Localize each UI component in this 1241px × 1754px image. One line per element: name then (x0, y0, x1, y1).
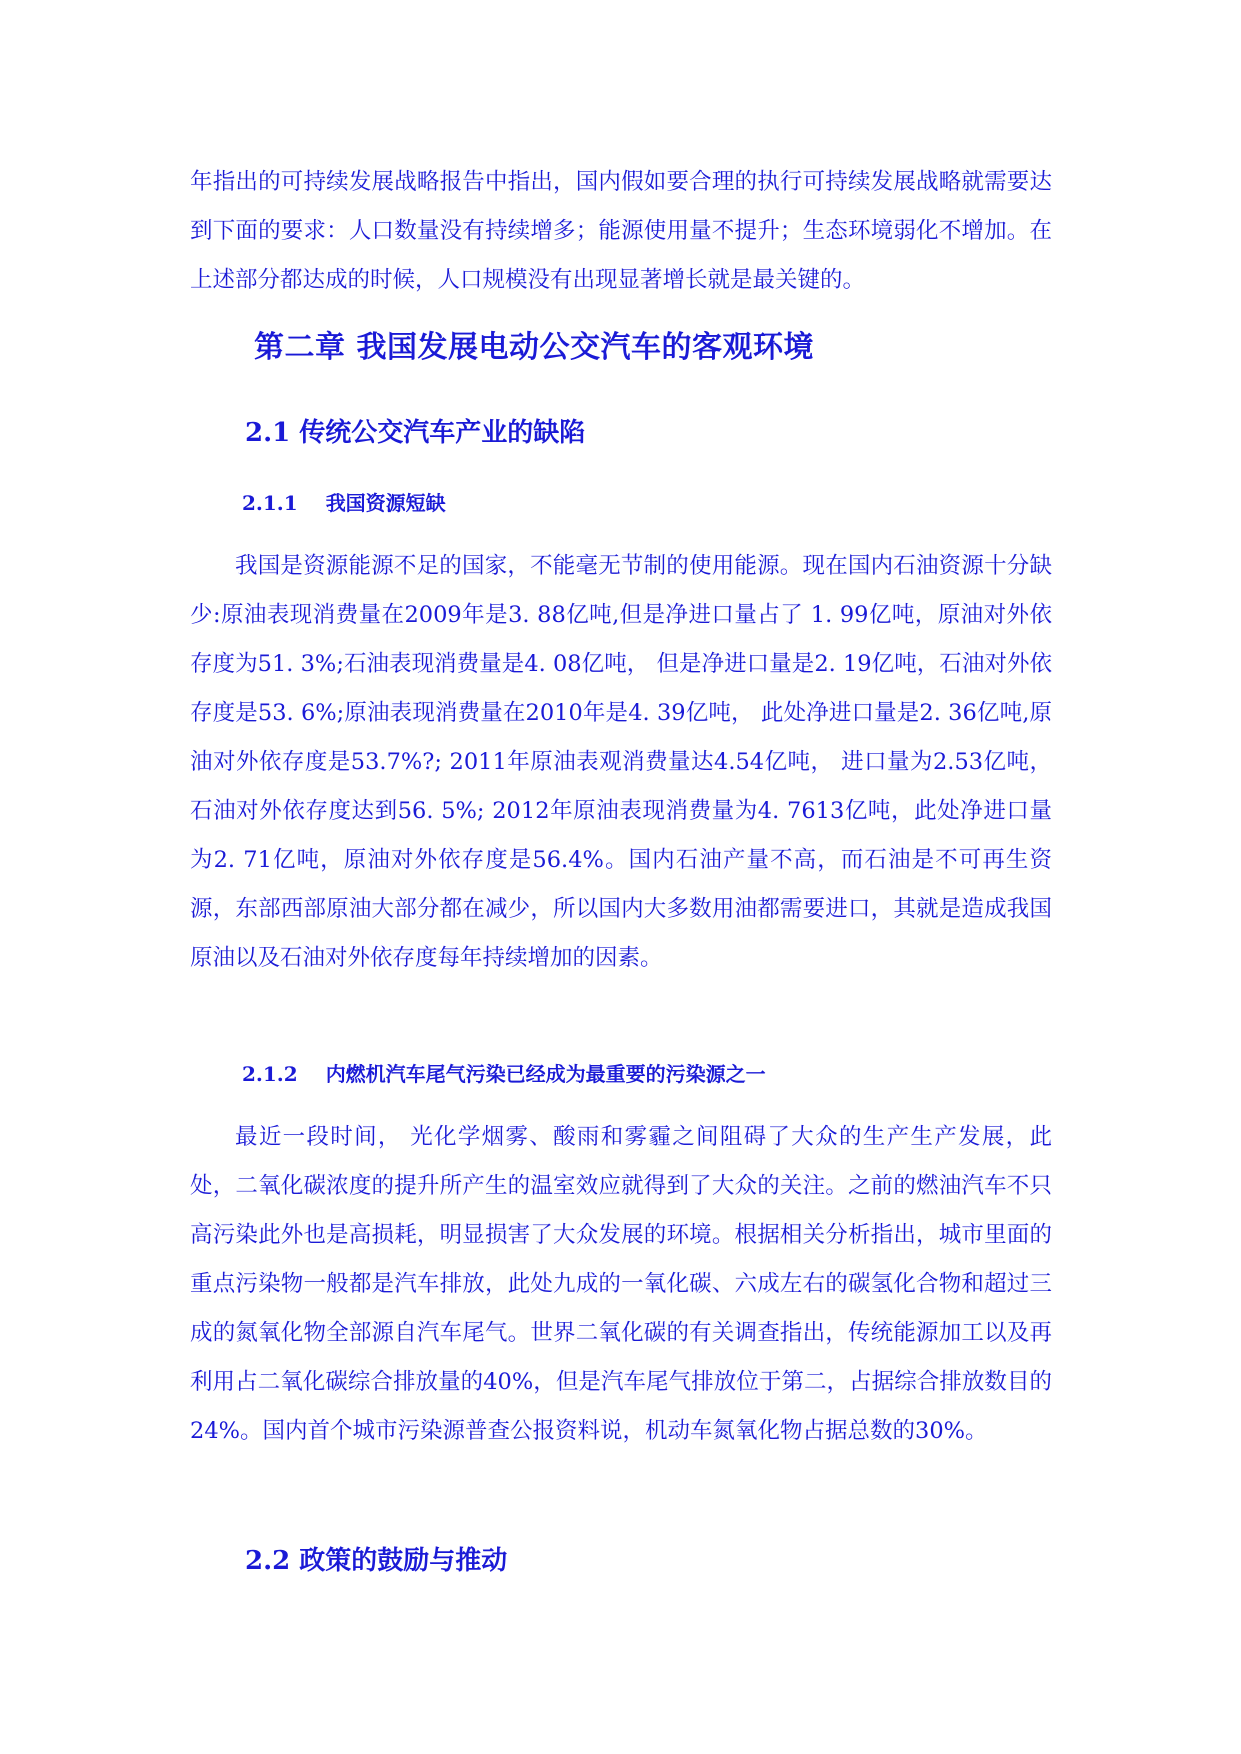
subsection-title-2-1-1 (242, 487, 446, 516)
chapter-title: 第二章 我国发展电动公交汽车的客观环境 (254, 330, 814, 365)
subsection-title-2-1-2 (242, 1058, 766, 1087)
section-title-2-1: 2.1 传统公交汽车产业的缺陷 (245, 418, 586, 448)
subsection-number: 2.1.1 (242, 491, 298, 515)
section-title-2-2: 2.2 政策的鼓励与推动 (245, 1546, 508, 1576)
subsection-label: 我国资源短缺 (325, 491, 446, 515)
resources-paragraph: 我国是资源能源不足的国家，不能毫无节制的使用能源。现在国内石油资源十分缺少:原油表现消费量在2009年是3. 88亿吨,但是净进口量占了 1. 99亿吨，原油对外依存度为51. 3%;石油表现消费量是4. 08亿吨， 但是净进口量是2. 19亿吨，石油对外依存度是53. 6%;原油表现消费量在2010年是4. 39亿吨， 此处净进口量是2. 36亿吨,原油对外依存度是53.7%?; 2011年原油表观消费量达4.54亿吨， 进口量为2.53亿吨， 石油对外依存度达到56. 5%; 2012年原油表现消费量为4. 7613亿吨，此处净进口量为2. 71亿吨，原油对外依存度是56.4%。国内石油产量不高，而石油是不可再生资源，东部西部原油大部分都在减少，所以国内大多数用油都需要进口，其就是造成我国原油以及石油对外依存度每年持续增加的因素。 (190, 553, 1052, 971)
subsection-label: 内燃机汽车尾气污染已经成为最重要的污染源之一 (325, 1062, 766, 1086)
subsection-number: 2.1.2 (242, 1062, 298, 1086)
intro-paragraph: 年指出的可持续发展战略报告中指出，国内假如要合理的执行可持续发展战略就需要达到下面的要求：人口数量没有持续增多；能源使用量不提升；生态环境弱化不增加。在上述部分都达成的时候，人口规模没有出现显著增长就是最关键的。 (190, 169, 1052, 293)
pollution-paragraph: 最近一段时间， 光化学烟雾、酸雨和雾霾之间阻碍了大众的生产生产发展，此处，二氧化碳浓度的提升所产生的温室效应就得到了大众的关注。之前的燃油汽车不只高污染此外也是高损耗，明显损害了大众发展的环境。根据相关分析指出，城市里面的重点污染物一般都是汽车排放，此处九成的一氧化碳、六成左右的碳氢化合物和超过三成的氮氧化物全部源自汽车尾气。世界二氧化碳的有关调查指出，传统能源加工以及再利用占二氧化碳综合排放量的40%，但是汽车尾气排放位于第二，占据综合排放数目的24%。国内首个城市污染源普查公报资料说，机动车氮氧化物占据总数的30%。 (190, 1124, 1052, 1444)
